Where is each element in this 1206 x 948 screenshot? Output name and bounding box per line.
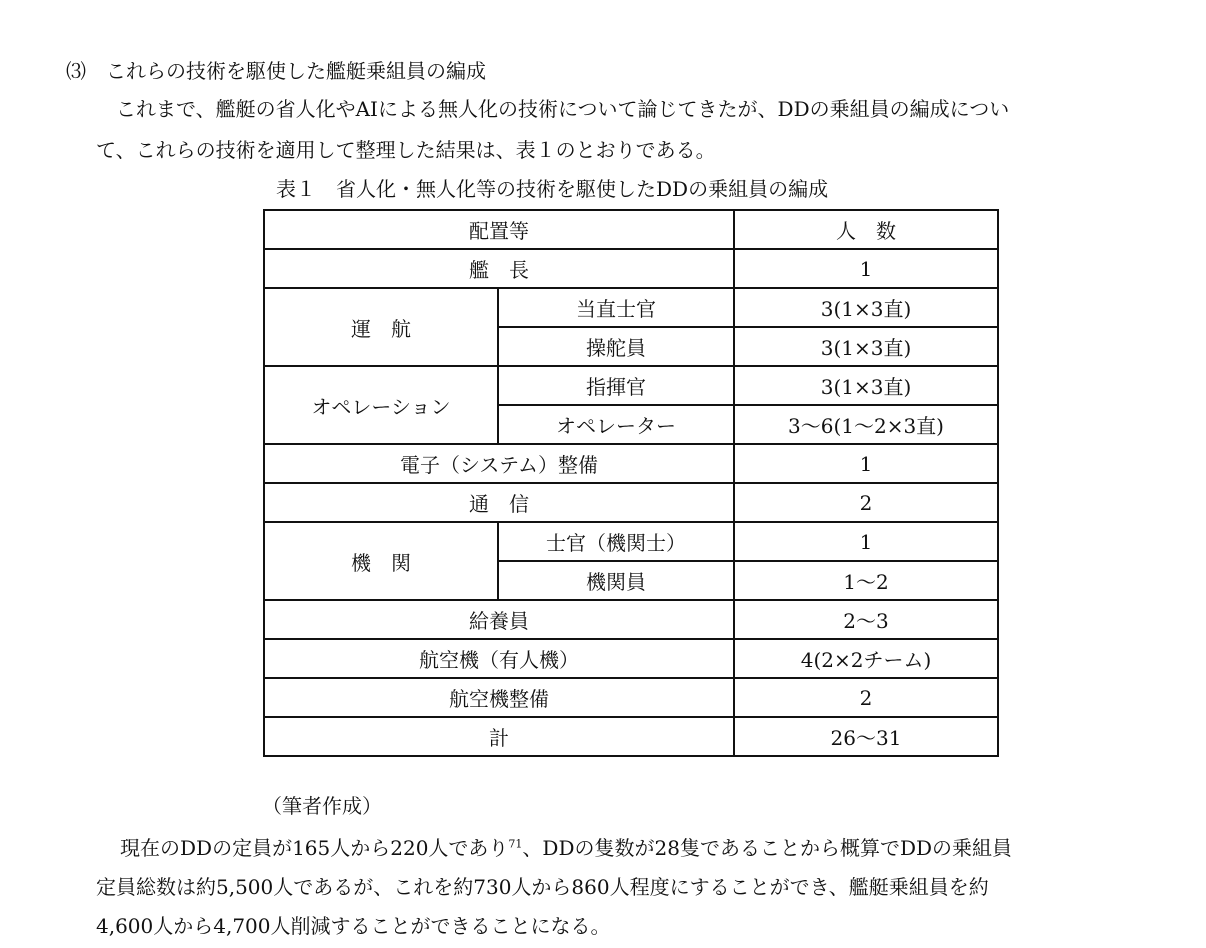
row-label: 航空機整備: [264, 678, 734, 717]
footnote-marker: 71: [508, 837, 523, 851]
row-count: 1: [734, 444, 998, 483]
row-count: 2: [734, 483, 998, 522]
row-label: 航空機（有人機）: [264, 639, 734, 678]
total-label: 計: [264, 717, 734, 756]
conclusion-text: 、DDの隻数が28隻であることから概算でDDの乗組員: [522, 836, 1013, 860]
header-assignment: 配置等: [264, 210, 734, 249]
row-count: 4(2×2チーム): [734, 639, 998, 678]
header-count: 人 数: [734, 210, 998, 249]
table-row: [264, 444, 998, 483]
table-caption: 表１ 省人化・無人化等の技術を駆使したDDの乗組員の編成: [276, 177, 829, 201]
row-count: 3(1×3直): [734, 327, 998, 366]
intro-paragraph-line-1: これまで、艦艇の省人化やAIによる無人化の技術について論じてきたが、DDの乗組員の編成につい: [116, 97, 1010, 121]
row-group-label: オペレーション: [264, 366, 498, 444]
row-count: 1～2: [734, 561, 998, 600]
row-sub-label: 操舵員: [498, 327, 734, 366]
table-row: [264, 249, 998, 288]
row-sub-label: 士官（機関士）: [498, 522, 734, 561]
row-label: 電子（システム）整備: [264, 444, 734, 483]
row-sub-label: 当直士官: [498, 288, 734, 327]
row-sub-label: 指揮官: [498, 366, 734, 405]
table-row: [264, 366, 998, 405]
row-label: 艦 長: [264, 249, 734, 288]
row-count: 1: [734, 522, 998, 561]
row-count: 3～6(1～2×3直): [734, 405, 998, 444]
table-total-row: [264, 717, 998, 756]
row-group-label: 運 航: [264, 288, 498, 366]
conclusion-paragraph-line-2: 定員総数は約5,500人であるが、これを約730人から860人程度にすることができ、艦艇乗組員を約: [96, 875, 989, 899]
intro-paragraph-line-2: て、これらの技術を適用して整理した結果は、表１のとおりである。: [96, 138, 716, 162]
table-row: [264, 600, 998, 639]
row-count: 2～3: [734, 600, 998, 639]
table-row: [264, 288, 998, 327]
conclusion-paragraph-line-3: 4,600人から4,700人削減することができることになる。: [96, 914, 611, 938]
section-heading: ⑶ これらの技術を駆使した艦艇乗組員の編成: [66, 59, 486, 83]
row-count: 3(1×3直): [734, 366, 998, 405]
conclusion-text: 現在のDDの定員が165人から220人であり: [120, 836, 509, 860]
table-row: [264, 483, 998, 522]
table-row: [264, 639, 998, 678]
table-row: [264, 522, 998, 561]
row-label: 通 信: [264, 483, 734, 522]
row-count: 2: [734, 678, 998, 717]
table-row: [264, 678, 998, 717]
row-count: 3(1×3直): [734, 288, 998, 327]
row-sub-label: オペレーター: [498, 405, 734, 444]
table-header-row: [264, 210, 998, 249]
total-count: 26～31: [734, 717, 998, 756]
crew-table: [263, 209, 999, 757]
row-count: 1: [734, 249, 998, 288]
table-source-note: （筆者作成）: [262, 794, 382, 818]
conclusion-paragraph-line-1: [120, 835, 1012, 861]
row-label: 給養員: [264, 600, 734, 639]
row-sub-label: 機関員: [498, 561, 734, 600]
row-group-label: 機 関: [264, 522, 498, 600]
